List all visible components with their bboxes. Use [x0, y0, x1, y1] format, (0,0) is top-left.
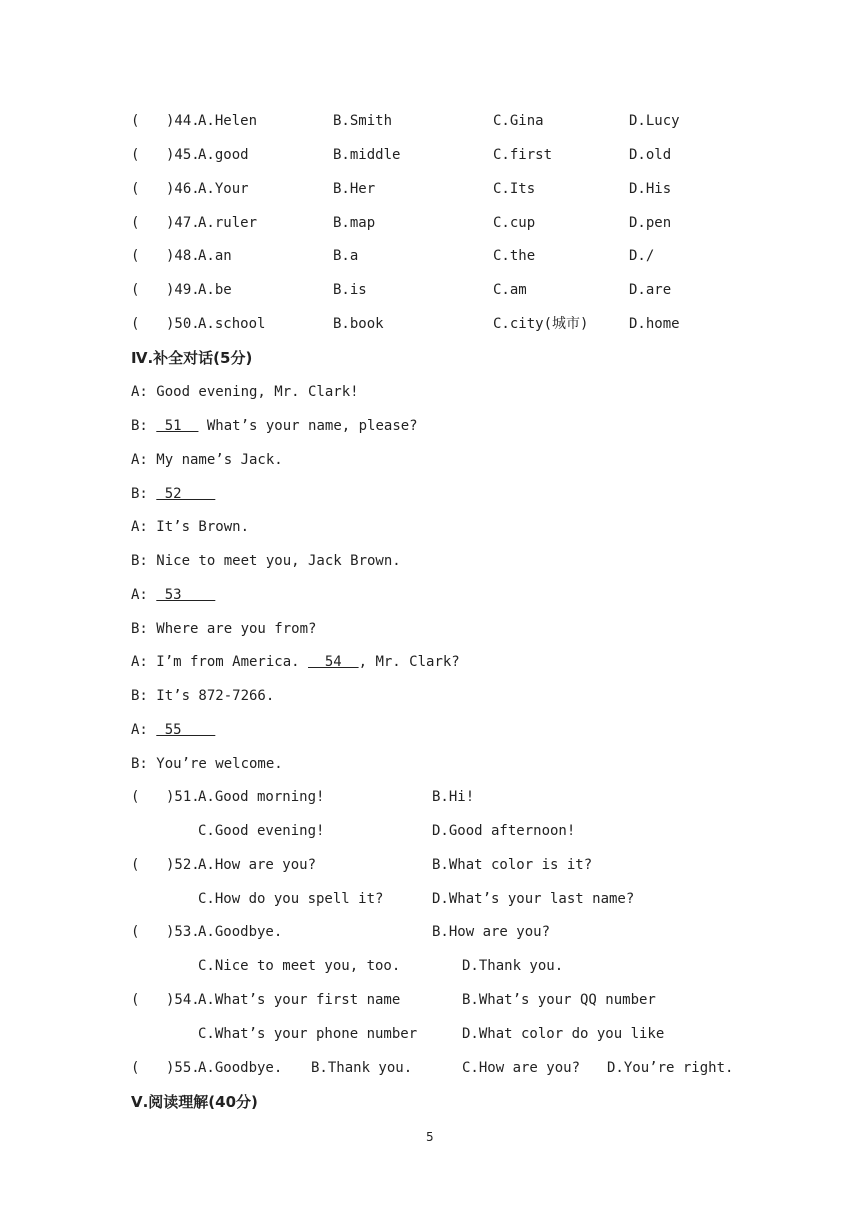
blank-55: 55: [156, 722, 216, 738]
option-b: B.Hi!: [432, 789, 475, 805]
dialogue-line: B: Where are you from?: [131, 621, 317, 637]
option-b: B.How are you?: [432, 924, 551, 940]
option-c: C.Nice to meet you, too.: [198, 958, 401, 974]
answer-paren[interactable]: (: [131, 789, 140, 805]
dialogue-line: A: It’s Brown.: [131, 519, 250, 535]
question-number: )52.: [166, 857, 200, 873]
option-d: D.You’re right.: [607, 1060, 734, 1076]
option-a: A.Helen: [198, 113, 258, 129]
blank-52: 52: [156, 486, 216, 502]
question-number: )44.: [166, 113, 200, 129]
option-d: D.pen: [629, 215, 672, 231]
option-b: B.Thank you.: [311, 1060, 413, 1076]
answer-paren[interactable]: (: [131, 992, 140, 1008]
answer-paren[interactable]: (: [131, 215, 140, 231]
answer-paren[interactable]: (: [131, 924, 140, 940]
option-d: D.old: [629, 147, 672, 163]
option-c: C.Gina: [493, 113, 544, 129]
dialogue-line: B: It’s 872-7266.: [131, 688, 275, 704]
question-number: )47.: [166, 215, 200, 231]
option-b: B.is: [333, 282, 367, 298]
blank-51: 51: [156, 418, 199, 434]
question-number: )45.: [166, 147, 200, 163]
dialogue-line: A: 53: [131, 587, 216, 603]
option-c: C.first: [493, 147, 553, 163]
option-a: A.an: [198, 248, 232, 264]
option-d: D.What’s your last name?: [432, 891, 635, 907]
option-c: C.What’s your phone number: [198, 1026, 418, 1042]
option-d: D.home: [629, 316, 680, 332]
answer-paren[interactable]: (: [131, 248, 140, 264]
option-d: D.What color do you like: [462, 1026, 665, 1042]
page-number: 5: [426, 1130, 434, 1144]
answer-paren[interactable]: (: [131, 113, 140, 129]
answer-paren[interactable]: (: [131, 147, 140, 163]
dialogue-line: A: My name’s Jack.: [131, 452, 283, 468]
option-d: D.are: [629, 282, 672, 298]
option-c: C.How are you?: [462, 1060, 581, 1076]
option-d: D.Good afternoon!: [432, 823, 576, 839]
question-number: )46.: [166, 181, 200, 197]
option-c: C.Good evening!: [198, 823, 325, 839]
option-b: B.map: [333, 215, 376, 231]
option-c: C.the: [493, 248, 536, 264]
option-b: B.book: [333, 316, 384, 332]
option-a: A.good: [198, 147, 249, 163]
option-c: C.city(城市): [493, 316, 589, 332]
dialogue-line: B: Nice to meet you, Jack Brown.: [131, 553, 401, 569]
answer-paren[interactable]: (: [131, 857, 140, 873]
option-a: A.be: [198, 282, 232, 298]
question-number: )49.: [166, 282, 200, 298]
option-c: C.How do you spell it?: [198, 891, 384, 907]
option-a: A.Goodbye.: [198, 1060, 283, 1076]
option-a: A.ruler: [198, 215, 258, 231]
answer-paren[interactable]: (: [131, 1060, 140, 1076]
answer-paren[interactable]: (: [131, 181, 140, 197]
question-number: )53.: [166, 924, 200, 940]
question-number: )55.: [166, 1060, 200, 1076]
section-heading: Ⅳ.补全对话(5分): [131, 349, 253, 367]
dialogue-line: A: Good evening, Mr. Clark!: [131, 384, 359, 400]
dialogue-line: A: 55: [131, 722, 216, 738]
blank-54: 54: [308, 654, 359, 670]
option-b: B.a: [333, 248, 359, 264]
option-d: D.Thank you.: [462, 958, 564, 974]
option-d: D.His: [629, 181, 672, 197]
question-number: )48.: [166, 248, 200, 264]
option-a: A.Goodbye.: [198, 924, 283, 940]
option-c: C.Its: [493, 181, 536, 197]
answer-paren[interactable]: (: [131, 282, 140, 298]
dialogue-line: B: 51 What’s your name, please?: [131, 418, 418, 434]
section-heading: Ⅴ.阅读理解(40分): [131, 1093, 258, 1111]
option-b: B.middle: [333, 147, 401, 163]
option-b: B.Smith: [333, 113, 393, 129]
option-c: C.am: [493, 282, 527, 298]
blank-53: 53: [156, 587, 216, 603]
option-a: A.How are you?: [198, 857, 317, 873]
option-a: A.Good morning!: [198, 789, 325, 805]
option-d: D.Lucy: [629, 113, 680, 129]
question-number: )50.: [166, 316, 200, 332]
question-number: )51.: [166, 789, 200, 805]
option-a: A.What’s your first name: [198, 992, 401, 1008]
dialogue-line: B: You’re welcome.: [131, 756, 283, 772]
dialogue-line: B: 52: [131, 486, 216, 502]
option-c: C.cup: [493, 215, 536, 231]
option-b: B.Her: [333, 181, 376, 197]
question-number: )54.: [166, 992, 200, 1008]
answer-paren[interactable]: (: [131, 316, 140, 332]
option-a: A.school: [198, 316, 266, 332]
option-b: B.What color is it?: [432, 857, 593, 873]
option-a: A.Your: [198, 181, 249, 197]
option-b: B.What’s your QQ number: [462, 992, 656, 1008]
dialogue-line: A: I’m from America. 54 , Mr. Clark?: [131, 654, 460, 670]
option-d: D./: [629, 248, 655, 264]
